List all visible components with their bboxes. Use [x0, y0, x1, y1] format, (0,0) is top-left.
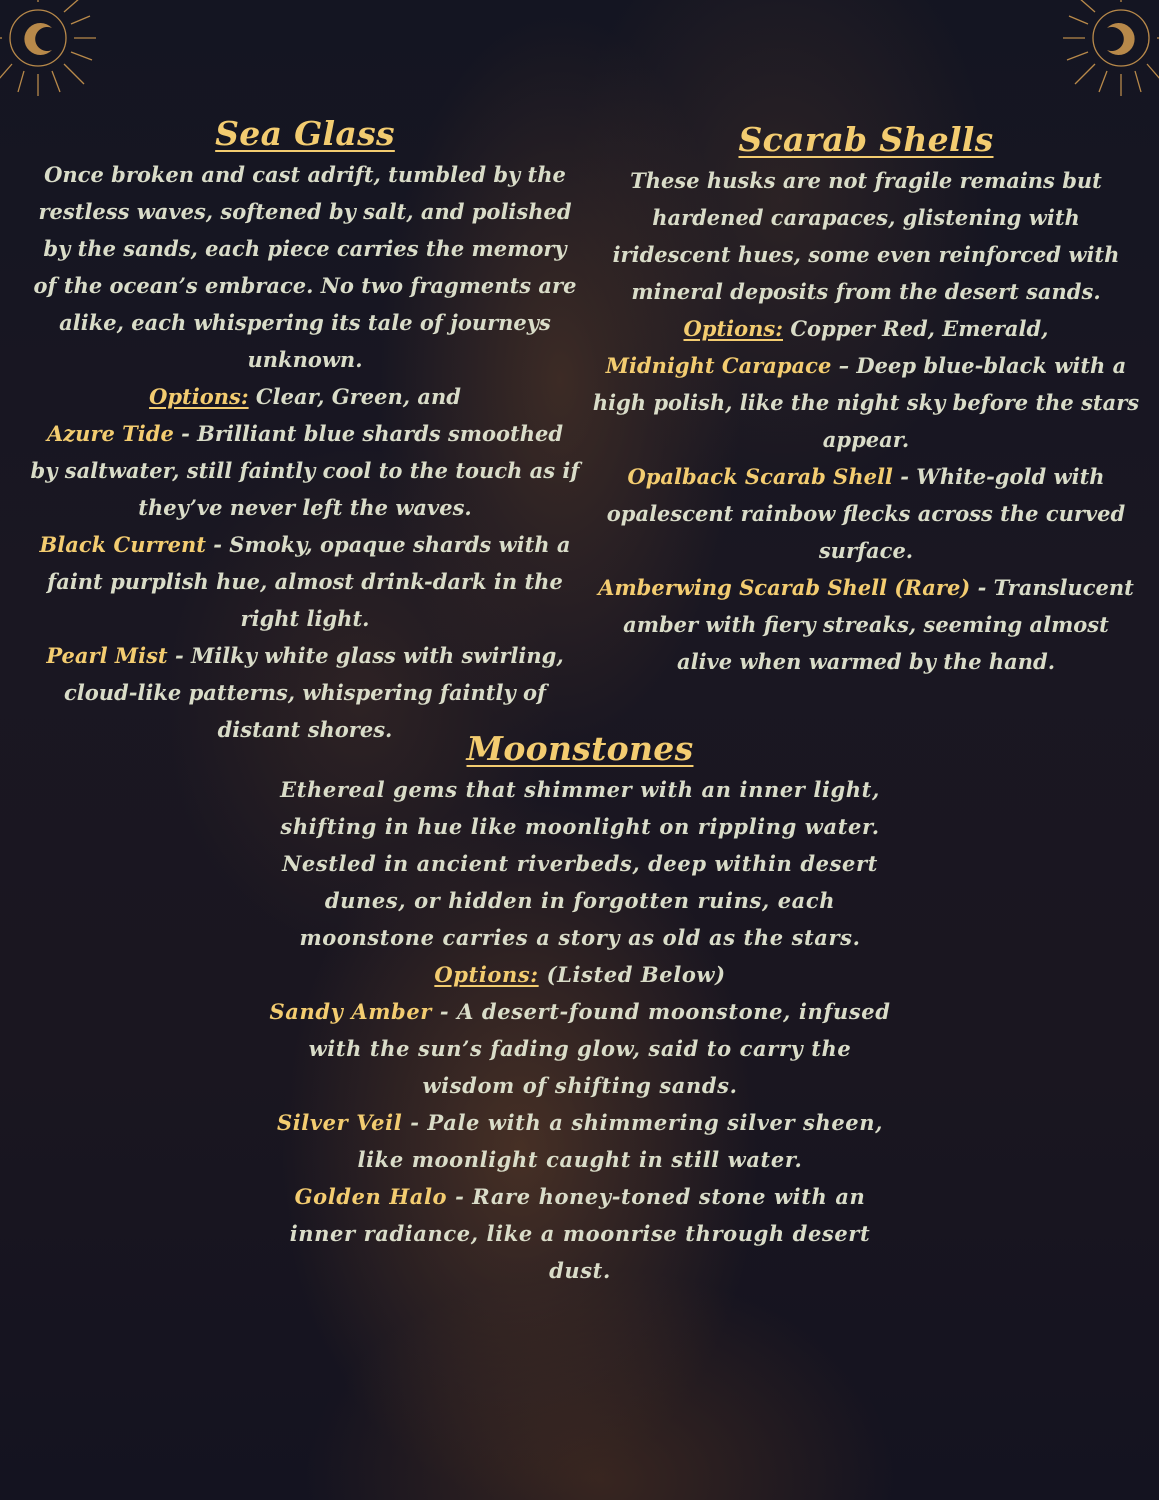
item-name: Midnight Carapace: [605, 353, 832, 378]
item-name: Black Current: [39, 532, 206, 557]
scarab-shells-options: [592, 310, 1140, 347]
item-desc: - White-gold with opalescent rainbow flecks across the curved surface.: [606, 464, 1126, 563]
crescent-moon-sun-icon: [0, 0, 110, 100]
crescent-moon-sun-icon: [1049, 0, 1159, 100]
scarab-shells-description: These husks are not fragile remains but hardened carapaces, glistening with iridescent hues, some even reinforced with mineral deposits from the desert sands.: [612, 168, 1120, 304]
scarab-shells-item: [592, 569, 1140, 680]
item-name: Silver Veil: [276, 1110, 403, 1135]
sea-glass-section: [30, 112, 580, 748]
moonstones-section: [260, 727, 900, 1289]
item-desc: - Translucent amber with fiery streaks, seeming almost alive when warmed by the hand.: [623, 575, 1134, 674]
options-label: Options:: [683, 316, 783, 341]
item-name: Azure Tide: [46, 421, 174, 446]
options-text: (Listed Below): [546, 962, 726, 987]
item-name: Pearl Mist: [46, 643, 168, 668]
options-text: Copper Red, Emerald,: [790, 316, 1049, 341]
item-name: Opalback Scarab Shell: [627, 464, 893, 489]
scarab-shells-section: [592, 118, 1140, 680]
options-text: Clear, Green, and: [255, 384, 461, 409]
scarab-shells-item: [592, 347, 1140, 458]
item-desc: - Rare honey-toned stone with an inner radiance, like a moonrise through desert dust.: [289, 1184, 871, 1283]
moonstones-options: [260, 956, 900, 993]
item-desc: - Milky white glass with swirling, cloud-like patterns, whispering faintly of distant shores.: [63, 643, 564, 742]
scarab-shells-title: Scarab Shells: [738, 120, 994, 159]
sea-glass-options: [30, 378, 580, 415]
options-label: Options:: [149, 384, 249, 409]
item-desc: - A desert-found moonstone, infused with the sun’s fading glow, said to carry the wisdom of shifting sands.: [308, 999, 891, 1098]
item-desc: – Deep blue-black with a high polish, like the night sky before the stars appear.: [592, 353, 1140, 452]
moonstones-title: Moonstones: [466, 729, 694, 768]
options-label: Options:: [434, 962, 539, 987]
moonstones-description: Ethereal gems that shimmer with an inner light, shifting in hue like moonlight on rippling water. Nestled in ancient riverbeds, deep within desert dunes, or hidden in forgotten ruins, each moonstone carries a story as old as the stars.: [280, 777, 880, 950]
item-name: Amberwing Scarab Shell (Rare): [598, 575, 971, 600]
sea-glass-item: [30, 526, 580, 637]
sea-glass-item: [30, 415, 580, 526]
moonstones-item: [260, 1178, 900, 1289]
item-name: Golden Halo: [294, 1184, 448, 1209]
item-desc: - Brilliant blue shards smoothed by saltwater, still faintly cool to the touch as if they’ve never left the waves.: [30, 421, 580, 520]
item-desc: - Pale with a shimmering silver sheen, like moonlight caught in still water.: [357, 1110, 884, 1172]
item-name: Sandy Amber: [269, 999, 432, 1024]
item-desc: - Smoky, opaque shards with a faint purplish hue, almost drink-dark in the right light.: [47, 532, 571, 631]
sea-glass-title: Sea Glass: [215, 114, 395, 153]
moonstones-item: [260, 993, 900, 1104]
sea-glass-description: Once broken and cast adrift, tumbled by the restless waves, softened by salt, and polished by the sands, each piece carries the memory of the ocean’s embrace. No two fragments are alike, each whispering its tale of journeys unknown.: [33, 162, 577, 372]
moonstones-item: [260, 1104, 900, 1178]
scarab-shells-item: [592, 458, 1140, 569]
